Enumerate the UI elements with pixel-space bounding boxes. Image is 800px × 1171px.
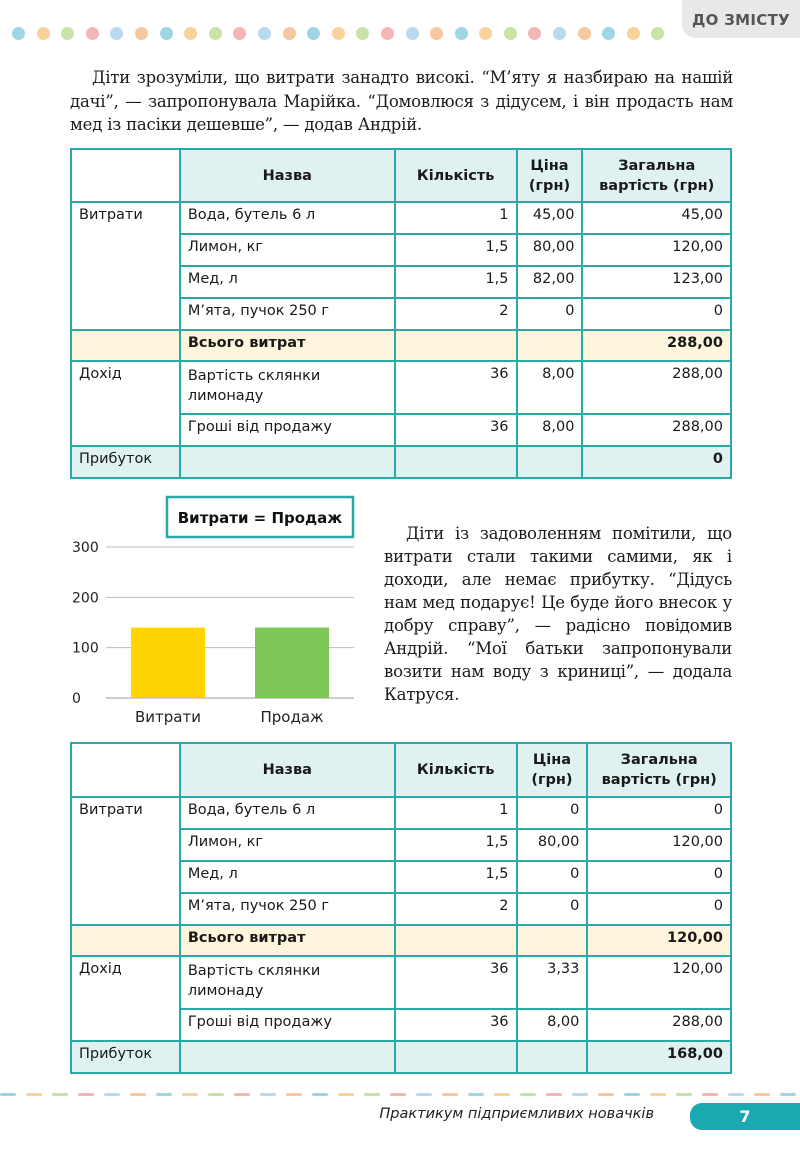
decorative-dash xyxy=(52,1093,68,1096)
item-quantity: 1,5 xyxy=(395,829,517,861)
decorative-dash xyxy=(208,1093,224,1096)
decorative-dash xyxy=(156,1093,172,1096)
total-blank xyxy=(71,330,180,361)
item-total: 0 xyxy=(587,797,731,829)
decorative-dot xyxy=(356,27,369,40)
item-quantity: 2 xyxy=(395,893,517,925)
decorative-dot xyxy=(504,27,517,40)
decorative-dot xyxy=(86,27,99,40)
header-price: Ціна (грн) xyxy=(517,149,583,202)
decorative-dot xyxy=(258,27,271,40)
decorative-dash xyxy=(650,1093,666,1096)
decorative-dash xyxy=(338,1093,354,1096)
decorative-dot xyxy=(209,27,222,40)
item-name: Гроші від продажу xyxy=(180,1009,395,1041)
item-name: Вода, бутель 6 л xyxy=(180,202,395,234)
total-blank xyxy=(517,330,583,361)
header-quantity: Кількість xyxy=(395,149,517,202)
income-label: Дохід xyxy=(71,956,180,1041)
y-tick-label: 200 xyxy=(72,590,99,607)
profit-blank xyxy=(180,1041,395,1073)
bar-sales xyxy=(255,628,329,698)
total-blank xyxy=(395,330,517,361)
decorative-dash xyxy=(728,1093,744,1096)
item-price: 3,33 xyxy=(517,956,588,1009)
decorative-dash xyxy=(416,1093,432,1096)
x-category-label: Продаж xyxy=(260,708,324,726)
budget-table-2 xyxy=(70,742,732,1074)
decorative-dash xyxy=(702,1093,718,1096)
decorative-dash xyxy=(468,1093,484,1096)
total-label: Всього витрат xyxy=(180,925,395,956)
total-value: 288,00 xyxy=(582,330,731,361)
profit-label: Прибуток xyxy=(71,446,180,478)
decorative-dash xyxy=(78,1093,94,1096)
item-total: 0 xyxy=(587,861,731,893)
decorative-dot xyxy=(307,27,320,40)
item-name: Мед, л xyxy=(180,266,395,298)
item-name: Мед, л xyxy=(180,861,395,893)
item-price: 82,00 xyxy=(517,266,583,298)
budget-table-1 xyxy=(70,148,732,479)
decorative-dot xyxy=(184,27,197,40)
profit-blank xyxy=(180,446,395,478)
header-total: Загальна вартість (грн) xyxy=(582,149,731,202)
profit-value: 168,00 xyxy=(587,1041,731,1073)
item-quantity: 36 xyxy=(395,1009,517,1041)
profit-blank xyxy=(517,446,583,478)
profit-blank xyxy=(395,1041,517,1073)
page-number: 7 xyxy=(690,1103,800,1130)
decorative-dot xyxy=(12,27,25,40)
decorative-dash xyxy=(624,1093,640,1096)
income-label: Дохід xyxy=(71,361,180,446)
decorative-dot xyxy=(135,27,148,40)
decorative-dash xyxy=(442,1093,458,1096)
decorative-dash xyxy=(26,1093,42,1096)
decorative-dash xyxy=(130,1093,146,1096)
footer-book-title: Практикум підприємливих новачків xyxy=(379,1106,654,1122)
item-total: 288,00 xyxy=(582,361,731,414)
decorative-dash xyxy=(104,1093,120,1096)
item-quantity: 1,5 xyxy=(395,266,517,298)
header-name: Назва xyxy=(180,743,395,797)
item-quantity: 36 xyxy=(395,414,517,446)
item-quantity: 36 xyxy=(395,956,517,1009)
decorative-dash xyxy=(234,1093,250,1096)
item-total: 288,00 xyxy=(582,414,731,446)
item-quantity: 1,5 xyxy=(395,861,517,893)
expenses-label: Витрати xyxy=(71,202,180,330)
decorative-dashes-bottom xyxy=(0,1093,800,1097)
decorative-dash xyxy=(0,1093,16,1096)
header-quantity: Кількість xyxy=(395,743,517,797)
item-price: 8,00 xyxy=(517,361,583,414)
profit-label: Прибуток xyxy=(71,1041,180,1073)
decorative-dash xyxy=(390,1093,406,1096)
item-total: 45,00 xyxy=(582,202,731,234)
decorative-dot xyxy=(430,27,443,40)
header-blank xyxy=(71,743,180,797)
decorative-dash xyxy=(780,1093,796,1096)
profit-blank xyxy=(517,1041,588,1073)
item-total: 120,00 xyxy=(582,234,731,266)
decorative-dash xyxy=(312,1093,328,1096)
decorative-dot xyxy=(627,27,640,40)
item-price: 0 xyxy=(517,893,588,925)
decorative-dot xyxy=(528,27,541,40)
x-category-label: Витрати xyxy=(135,708,201,726)
decorative-dash xyxy=(182,1093,198,1096)
expenses-vs-sales-chart xyxy=(64,492,364,732)
total-label: Всього витрат xyxy=(180,330,395,361)
decorative-dots-top xyxy=(12,27,692,41)
intro-paragraph: Діти зрозуміли, що витрати занадто високі. “М’яту я назбираю на нашій дачі”, — запропонувала Марійка. “Домовлюся з дідусем, і він продасть нам мед із пасіки дешевше”, — додав Андрій. xyxy=(70,68,733,134)
item-name: Лимон, кг xyxy=(180,234,395,266)
decorative-dot xyxy=(406,27,419,40)
header-name: Назва xyxy=(180,149,395,202)
item-name: Гроші від продажу xyxy=(180,414,395,446)
item-price: 80,00 xyxy=(517,234,583,266)
decorative-dash xyxy=(260,1093,276,1096)
item-name: Вартість склянки лимонаду xyxy=(180,956,395,1009)
total-value: 120,00 xyxy=(587,925,731,956)
decorative-dot xyxy=(651,27,664,40)
decorative-dash xyxy=(286,1093,302,1096)
total-blank xyxy=(71,925,180,956)
decorative-dot xyxy=(61,27,74,40)
decorative-dash xyxy=(520,1093,536,1096)
decorative-dash xyxy=(572,1093,588,1096)
total-blank xyxy=(395,925,517,956)
item-total: 120,00 xyxy=(587,829,731,861)
decorative-dot xyxy=(479,27,492,40)
header-total: Загальна вартість (грн) xyxy=(587,743,731,797)
decorative-dash xyxy=(598,1093,614,1096)
item-quantity: 2 xyxy=(395,298,517,330)
decorative-dot xyxy=(233,27,246,40)
decorative-dot xyxy=(160,27,173,40)
y-tick-label: 0 xyxy=(72,691,81,707)
y-tick-label: 300 xyxy=(72,540,99,556)
item-name: М’ята, пучок 250 г xyxy=(180,298,395,330)
profit-blank xyxy=(395,446,517,478)
item-price: 0 xyxy=(517,797,588,829)
header-price: Ціна (грн) xyxy=(517,743,588,797)
item-price: 45,00 xyxy=(517,202,583,234)
decorative-dot xyxy=(283,27,296,40)
item-quantity: 1,5 xyxy=(395,234,517,266)
profit-value: 0 xyxy=(582,446,731,478)
item-price: 80,00 xyxy=(517,829,588,861)
item-total: 0 xyxy=(587,893,731,925)
decorative-dot xyxy=(553,27,566,40)
header-blank xyxy=(71,149,180,202)
decorative-dash xyxy=(364,1093,380,1096)
item-price: 0 xyxy=(517,861,588,893)
total-blank xyxy=(517,925,588,956)
decorative-dash xyxy=(676,1093,692,1096)
y-tick-label: 100 xyxy=(72,640,99,657)
item-total: 0 xyxy=(582,298,731,330)
item-price: 0 xyxy=(517,298,583,330)
item-quantity: 36 xyxy=(395,361,517,414)
item-name: Вартість склянки лимонаду xyxy=(180,361,395,414)
decorative-dot xyxy=(37,27,50,40)
item-name: М’ята, пучок 250 г xyxy=(180,893,395,925)
item-price: 8,00 xyxy=(517,414,583,446)
decorative-dot xyxy=(602,27,615,40)
item-total: 123,00 xyxy=(582,266,731,298)
decorative-dot xyxy=(578,27,591,40)
decorative-dot xyxy=(455,27,468,40)
item-price: 8,00 xyxy=(517,1009,588,1041)
decorative-dash xyxy=(494,1093,510,1096)
item-name: Лимон, кг xyxy=(180,829,395,861)
decorative-dot xyxy=(332,27,345,40)
decorative-dash xyxy=(754,1093,770,1096)
chart-svg xyxy=(64,492,364,732)
decorative-dot xyxy=(110,27,123,40)
table-of-contents-link[interactable]: ДО ЗМІСТУ xyxy=(682,0,800,38)
item-quantity: 1 xyxy=(395,202,517,234)
expenses-label: Витрати xyxy=(71,797,180,925)
item-total: 288,00 xyxy=(587,1009,731,1041)
item-name: Вода, бутель 6 л xyxy=(180,797,395,829)
decorative-dash xyxy=(546,1093,562,1096)
item-quantity: 1 xyxy=(395,797,517,829)
story-paragraph: Діти із задоволенням помітили, що витрати стали такими самими, як і доходи, але немає прибутку. “Дідусь нам мед подарує! Це буде його внесок у добру справу”, — радісно повідомив Андрій. “Мої батьки запропонували возити нам воду з криниці”, — додала Катруся. xyxy=(384,524,732,704)
bar-expenses xyxy=(131,628,205,698)
chart-title: Витрати = Продаж xyxy=(177,509,343,527)
item-total: 120,00 xyxy=(587,956,731,1009)
decorative-dot xyxy=(381,27,394,40)
